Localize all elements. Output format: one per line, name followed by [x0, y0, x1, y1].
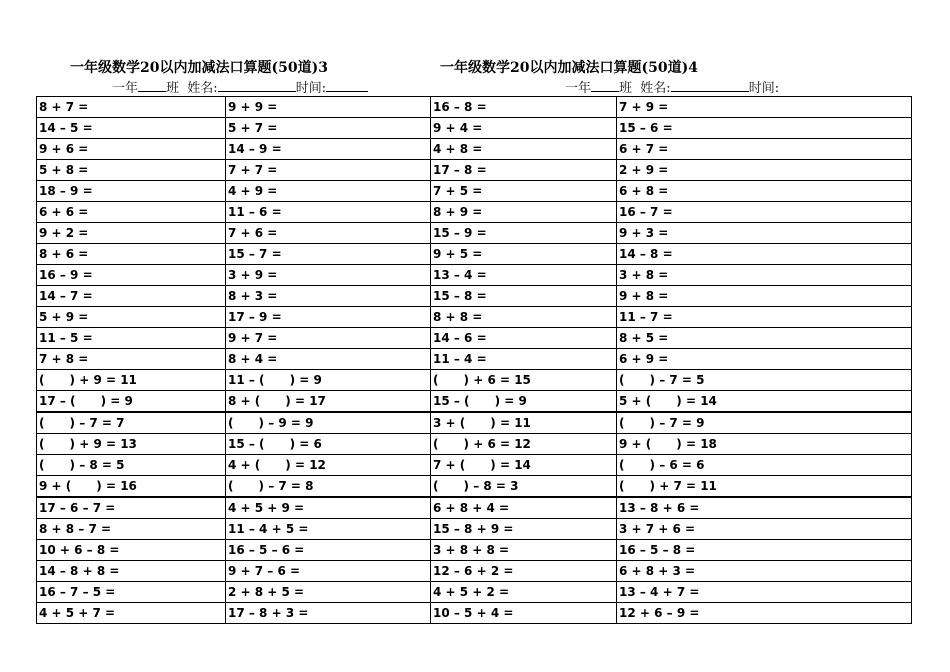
- time-label: 时间:: [748, 81, 780, 96]
- problem-cell[interactable]: 12 + 6 – 9 =: [617, 603, 912, 624]
- table-row: [37, 434, 912, 455]
- problem-cell[interactable]: 15 – 7 =: [226, 244, 431, 265]
- table-row: [37, 223, 912, 244]
- table-row: [37, 582, 912, 603]
- problem-cell[interactable]: 3 + 8 =: [617, 265, 912, 286]
- problem-cell[interactable]: 15 – ( ) = 9: [431, 391, 617, 413]
- problem-cell[interactable]: 8 + 4 =: [226, 349, 431, 370]
- problem-cell[interactable]: 2 + 9 =: [617, 160, 912, 181]
- time-blank[interactable]: [326, 79, 368, 92]
- problem-cell[interactable]: 4 + 9 =: [226, 181, 431, 202]
- table-row: [37, 603, 912, 624]
- problem-cell[interactable]: 14 – 7 =: [37, 286, 226, 307]
- problem-cell[interactable]: 8 + 8 – 7 =: [37, 519, 226, 540]
- problem-cell[interactable]: 7 + ( ) = 14: [431, 455, 617, 476]
- problem-cell[interactable]: 11 – 7 =: [617, 307, 912, 328]
- problem-cell[interactable]: 5 + 7 =: [226, 118, 431, 139]
- table-row: [37, 370, 912, 391]
- table-row: [37, 307, 912, 328]
- problem-cell[interactable]: 11 – 5 =: [37, 328, 226, 349]
- table-row: [37, 328, 912, 349]
- class-blank[interactable]: [138, 79, 166, 92]
- problem-cell[interactable]: 8 + 6 =: [37, 244, 226, 265]
- table-row: [37, 476, 912, 498]
- class-label: 班: [619, 81, 633, 96]
- problem-cell[interactable]: 16 – 5 – 6 =: [226, 540, 431, 561]
- problem-cell[interactable]: 16 – 7 – 5 =: [37, 582, 226, 603]
- grade-label: 一年: [565, 81, 592, 96]
- problem-cell[interactable]: 9 + 7 =: [226, 328, 431, 349]
- problem-cell[interactable]: 9 + ( ) = 18: [617, 434, 912, 455]
- problem-cell[interactable]: 16 – 8 =: [431, 97, 617, 118]
- problem-cell[interactable]: 4 + 5 + 9 =: [226, 497, 431, 519]
- problem-cell[interactable]: 14 – 9 =: [226, 139, 431, 160]
- problem-cell[interactable]: 13 – 4 + 7 =: [617, 582, 912, 603]
- name-label: 姓名:: [187, 81, 218, 96]
- table-row: [37, 181, 912, 202]
- problem-cell[interactable]: 4 + ( ) = 12: [226, 455, 431, 476]
- table-row: [37, 540, 912, 561]
- problem-cell[interactable]: 4 + 8 =: [431, 139, 617, 160]
- problem-cell[interactable]: 18 – 9 =: [37, 181, 226, 202]
- problem-cell[interactable]: 17 – 8 + 3 =: [226, 603, 431, 624]
- class-label: 班: [166, 81, 180, 96]
- problem-cell[interactable]: 4 + 5 + 2 =: [431, 582, 617, 603]
- table-row: [37, 412, 912, 434]
- problem-cell[interactable]: 9 + 6 =: [37, 139, 226, 160]
- student-info-line-right: [565, 77, 779, 96]
- problem-cell[interactable]: 8 + ( ) = 17: [226, 391, 431, 413]
- problem-cell[interactable]: 16 – 9 =: [37, 265, 226, 286]
- table-row: [37, 455, 912, 476]
- problem-cell[interactable]: 11 – 6 =: [226, 202, 431, 223]
- problem-cell[interactable]: 3 + 9 =: [226, 265, 431, 286]
- problem-cell[interactable]: ( ) + 9 = 11: [37, 370, 226, 391]
- problem-cell[interactable]: 15 – 8 + 9 =: [431, 519, 617, 540]
- problem-cell[interactable]: 9 + 3 =: [617, 223, 912, 244]
- problem-cell[interactable]: 6 + 9 =: [617, 349, 912, 370]
- problem-cell[interactable]: ( ) – 8 = 5: [37, 455, 226, 476]
- problem-cell[interactable]: 9 + 2 =: [37, 223, 226, 244]
- worksheet-title-right: 一年级数学20以内加减法口算题(50道)4: [440, 60, 698, 76]
- problem-cell[interactable]: ( ) – 8 = 3: [431, 476, 617, 498]
- table-row: [37, 497, 912, 519]
- problem-cell[interactable]: 6 + 6 =: [37, 202, 226, 223]
- problem-cell[interactable]: 15 – 9 =: [431, 223, 617, 244]
- worksheet-title-left: 一年级数学20以内加减法口算题(50道)3: [70, 60, 328, 76]
- problem-cell[interactable]: 6 + 8 + 4 =: [431, 497, 617, 519]
- problem-cell[interactable]: 17 – 8 =: [431, 160, 617, 181]
- table-row: [37, 160, 912, 181]
- problem-cell[interactable]: 3 + 7 + 6 =: [617, 519, 912, 540]
- table-row: [37, 349, 912, 370]
- problem-cell[interactable]: 16 – 7 =: [617, 202, 912, 223]
- table-row: [37, 391, 912, 413]
- problem-cell[interactable]: ( ) + 6 = 12: [431, 434, 617, 455]
- problem-cell[interactable]: 14 – 8 + 8 =: [37, 561, 226, 582]
- problem-cell[interactable]: ( ) – 7 = 7: [37, 412, 226, 434]
- problem-cell[interactable]: ( ) – 7 = 8: [226, 476, 431, 498]
- problem-table: [36, 96, 912, 624]
- problem-cell[interactable]: 14 – 6 =: [431, 328, 617, 349]
- problem-cell[interactable]: 17 – 6 – 7 =: [37, 497, 226, 519]
- problem-cell[interactable]: 8 + 9 =: [431, 202, 617, 223]
- table-row: [37, 286, 912, 307]
- problem-cell[interactable]: 17 – 9 =: [226, 307, 431, 328]
- name-blank[interactable]: [218, 79, 296, 92]
- problem-cell[interactable]: 7 + 7 =: [226, 160, 431, 181]
- problem-cell[interactable]: 11 – 4 =: [431, 349, 617, 370]
- problem-cell[interactable]: 3 + 8 + 8 =: [431, 540, 617, 561]
- problem-cell[interactable]: 6 + 8 =: [617, 181, 912, 202]
- problem-cell[interactable]: 11 – 4 + 5 =: [226, 519, 431, 540]
- problem-cell[interactable]: 10 – 5 + 4 =: [431, 603, 617, 624]
- problem-cell[interactable]: 14 – 5 =: [37, 118, 226, 139]
- problem-cell[interactable]: 9 + 8 =: [617, 286, 912, 307]
- table-row: [37, 118, 912, 139]
- problem-cell[interactable]: 15 – ( ) = 6: [226, 434, 431, 455]
- problem-cell[interactable]: ( ) – 9 = 9: [226, 412, 431, 434]
- time-label: 时间:: [295, 81, 327, 96]
- problem-cell[interactable]: ( ) – 7 = 5: [617, 370, 912, 391]
- problem-cell[interactable]: 9 + ( ) = 16: [37, 476, 226, 498]
- problem-cell[interactable]: 8 + 8 =: [431, 307, 617, 328]
- problem-cell[interactable]: 9 + 9 =: [226, 97, 431, 118]
- problem-cell[interactable]: 14 – 8 =: [617, 244, 912, 265]
- problem-cell[interactable]: 8 + 3 =: [226, 286, 431, 307]
- table-row: [37, 139, 912, 160]
- problem-cell[interactable]: 4 + 5 + 7 =: [37, 603, 226, 624]
- problem-cell[interactable]: 15 – 8 =: [431, 286, 617, 307]
- problem-cell[interactable]: 12 – 6 + 2 =: [431, 561, 617, 582]
- problem-cell[interactable]: ( ) – 7 = 9: [617, 412, 912, 434]
- problem-cell[interactable]: 9 + 5 =: [431, 244, 617, 265]
- problem-cell[interactable]: 2 + 8 + 5 =: [226, 582, 431, 603]
- problem-cell[interactable]: 5 + 8 =: [37, 160, 226, 181]
- table-row: [37, 244, 912, 265]
- name-blank[interactable]: [671, 79, 749, 92]
- problem-cell[interactable]: 3 + ( ) = 11: [431, 412, 617, 434]
- table-row: [37, 265, 912, 286]
- student-info-line-left: [112, 77, 368, 96]
- problem-cell[interactable]: 5 + ( ) = 14: [617, 391, 912, 413]
- problem-cell[interactable]: 10 + 6 – 8 =: [37, 540, 226, 561]
- table-row: [37, 202, 912, 223]
- problem-cell[interactable]: ( ) + 6 = 15: [431, 370, 617, 391]
- problem-cell[interactable]: ( ) – 6 = 6: [617, 455, 912, 476]
- problem-cell[interactable]: 9 + 7 – 6 =: [226, 561, 431, 582]
- problem-cell[interactable]: 7 + 9 =: [617, 97, 912, 118]
- table-row: [37, 561, 912, 582]
- problem-cell[interactable]: 6 + 8 + 3 =: [617, 561, 912, 582]
- problem-cell[interactable]: ( ) + 9 = 13: [37, 434, 226, 455]
- table-row: [37, 519, 912, 540]
- problem-cell[interactable]: 7 + 8 =: [37, 349, 226, 370]
- problem-cell[interactable]: 11 – ( ) = 9: [226, 370, 431, 391]
- problem-cell[interactable]: 7 + 5 =: [431, 181, 617, 202]
- problem-cell[interactable]: 7 + 6 =: [226, 223, 431, 244]
- table-row: [37, 97, 912, 118]
- problem-cell[interactable]: ( ) + 7 = 11: [617, 476, 912, 498]
- grade-label: 一年: [112, 81, 139, 96]
- problem-cell[interactable]: 6 + 7 =: [617, 139, 912, 160]
- problem-cell[interactable]: 9 + 4 =: [431, 118, 617, 139]
- problem-cell[interactable]: 17 – ( ) = 9: [37, 391, 226, 413]
- class-blank[interactable]: [591, 79, 619, 92]
- name-label: 姓名:: [640, 81, 671, 96]
- problem-cell[interactable]: 8 + 5 =: [617, 328, 912, 349]
- problem-cell[interactable]: 5 + 9 =: [37, 307, 226, 328]
- problem-cell[interactable]: 16 – 5 – 8 =: [617, 540, 912, 561]
- problem-cell[interactable]: 15 – 6 =: [617, 118, 912, 139]
- problem-cell[interactable]: 13 – 8 + 6 =: [617, 497, 912, 519]
- problem-cell[interactable]: 8 + 7 =: [37, 97, 226, 118]
- problem-cell[interactable]: 13 – 4 =: [431, 265, 617, 286]
